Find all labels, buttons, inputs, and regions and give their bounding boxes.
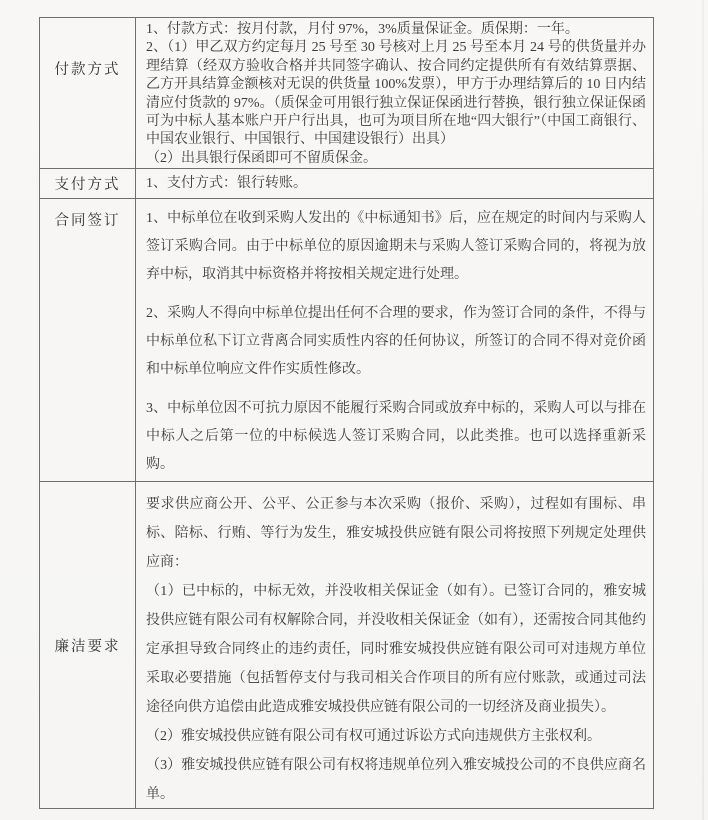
row-content-contract-signing: [136, 199, 653, 481]
table-row-payment-terms: [40, 18, 653, 168]
table-row-contract-signing: [40, 198, 653, 481]
row-content-payment-terms: [136, 18, 653, 168]
paragraph: （2）出具银行保函即可不留质保金。: [146, 150, 377, 166]
table-row-payment-method: [40, 168, 653, 198]
row-label-payment-method: [40, 169, 136, 198]
paragraph: 3、中标单位因不可抗力原因不能履行采购合同或放弃中标的，采购人可以与排在中标人之后第一位的中标候选人签订采购合同，以此类推。也可以选择重新采购。: [146, 401, 646, 472]
table-row-integrity-requirements: [40, 481, 653, 808]
paragraph: 1、支付方式：银行转账。: [146, 175, 307, 191]
paragraph: （1）已中标的，中标无效，并没收相关保证金（如有）。已签订合同的，雅安城投供应链有限公司有权解除合同，并没收相关保证金（如有），还需按合同其他约定承担导致合同终止的违约责任，同时雅安城投供应链有限公司可对违规方单位采取必要措施（包括暂停支付与我司相关合作项目的所有应付账款，或通过司法途径向供方追偿由此造成雅安城投供应链有限公司的一切经济及商业损失）。: [146, 584, 646, 715]
row-content-payment-method: [136, 169, 653, 198]
row-label-payment-terms: [40, 18, 136, 168]
paragraph: （3）雅安城投供应链有限公司有权将违规单位列入雅安城投公司的不良供应商名单。: [146, 758, 646, 802]
row-label-contract-signing: [40, 199, 136, 481]
row-label-text: 廉洁要求: [54, 638, 121, 655]
paragraph: 1、中标单位在收到采购人发出的《中标通知书》后，应在规定的时间内与采购人签订采购合同。由于中标单位的原因逾期未与采购人签订采购合同的，将视为放弃中标，取消其中标资格并将按相关规定进行处理。: [146, 211, 646, 282]
contract-terms-table: [39, 17, 654, 809]
row-label-text: 合同签订: [54, 213, 121, 229]
paragraph: 1、付款方式：按月付款，月付 97%，3%质量保证金。质保期：一年。: [146, 22, 579, 37]
paragraph: 2、（1）甲乙双方约定每月 25 号至 30 号核对上月 25 号至本月 24 号的供货量并办理结算（经双方验收合格并共同签字确认、按合同约定提供所有有效结算票据、乙方开具结算金额核对无误的供货量 100%发票），甲方于办理结算后的 10 日内结清应付货款的 97%。（质保金可用银行独立保证保函进行替换，银行独立保证保函可为中标人基本账户开户行出具，也可为项目所在地“四大银行”（中国工商银行、中国农业银行、中国银行、中国建设银行）出具）: [146, 40, 646, 148]
row-content-integrity-requirements: [136, 482, 653, 808]
paragraph: 要求供应商公开、公平、公正参与本次采购（报价、采购），过程如有围标、串标、陪标、行贿、等行为发生，雅安城投供应链有限公司将按照下列规定处理供应商：: [146, 497, 646, 570]
scan-edge-line: [702, 0, 704, 820]
row-label-text: 支付方式: [54, 177, 121, 193]
row-label-text: 付款方式: [54, 62, 121, 78]
paragraph: 2、采购人不得向中标单位提出任何不合理的要求，作为签订合同的条件，不得与中标单位私下订立背离合同实质性内容的任何协议，所签订的合同不得对竞价函和中标单位响应文件作实质性修改。: [146, 306, 646, 377]
row-label-integrity-requirements: [40, 482, 136, 808]
paragraph: （2）雅安城投供应链有限公司有权可通过诉讼方式向违规供方主张权利。: [146, 729, 601, 744]
